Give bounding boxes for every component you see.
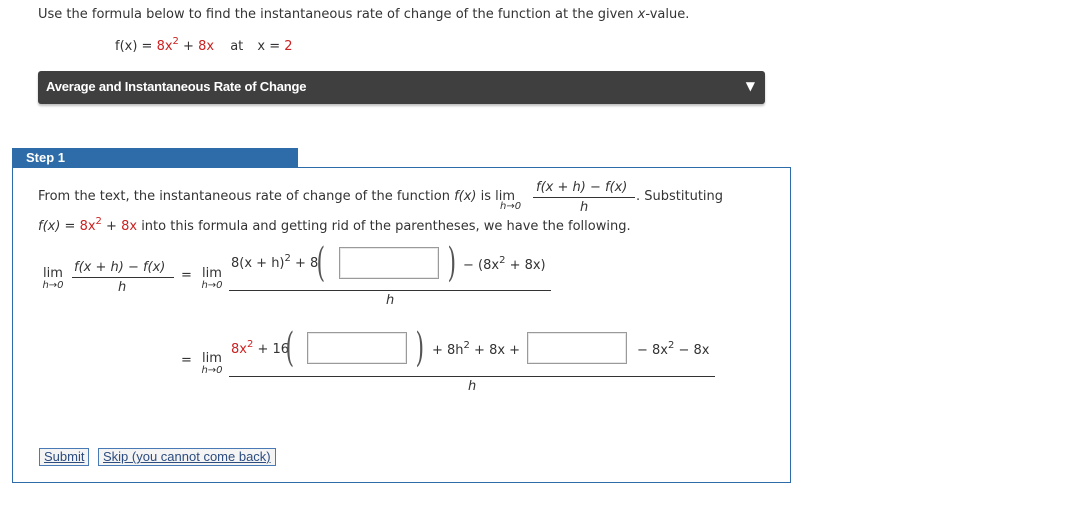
eq2-num-e: − 8x xyxy=(637,343,668,358)
eq2-denominator: h xyxy=(468,379,477,394)
eq2-numerator-a xyxy=(231,339,290,357)
eq1-rhs-h-to-0: h→0 xyxy=(201,280,223,291)
eq1-answer-box[interactable] xyxy=(339,247,439,279)
eq2-num-c-exp: 2 xyxy=(463,340,470,351)
problem-function xyxy=(115,36,293,54)
eq2-answer-box-1[interactable] xyxy=(307,332,407,364)
instructions-text-after: -value. xyxy=(645,7,690,22)
eq1-num-d: + 8x) xyxy=(505,258,546,273)
eq2-right-paren-icon: ) xyxy=(415,325,425,371)
eq2-num-a: 8x xyxy=(231,342,247,357)
eq1-num-exp: 2 xyxy=(284,253,291,264)
eq1-left-paren-icon: ( xyxy=(316,240,326,286)
step-panel xyxy=(12,167,791,483)
instructions-text: Use the formula below to find the instantaneous rate of change of the function at the given xyxy=(38,7,638,22)
eq2-num-a-exp: 2 xyxy=(246,339,254,350)
step-tab xyxy=(12,148,298,167)
eq1-rhs-lim-text: lim xyxy=(202,266,222,281)
explanation-line1 xyxy=(38,189,515,204)
problem-exp: 2 xyxy=(172,36,179,47)
eq1-rhs-lim xyxy=(197,268,227,292)
eq1-lhs-lim-text: lim xyxy=(43,266,63,281)
eq1-equals: = xyxy=(181,268,192,283)
problem-coef: 8x xyxy=(156,39,173,54)
eq2-num-d: + 8x + xyxy=(469,343,521,358)
explanation-line2-fx: f(x) = xyxy=(38,219,80,234)
eq2-equals: = xyxy=(181,353,192,368)
explanation-h-to-0: h→0 xyxy=(500,201,522,212)
accordion-header[interactable] xyxy=(38,71,765,104)
explanation-line2-exp: 2 xyxy=(95,216,102,227)
submit-button[interactable]: Submit xyxy=(39,448,89,466)
eq1-num-c-exp: 2 xyxy=(499,255,506,266)
eq1-lhs-lim xyxy=(38,268,68,292)
eq1-rhs-fraction-line xyxy=(229,290,551,291)
eq1-lhs-denominator: h xyxy=(118,280,127,295)
eq1-num-a: 8(x + h) xyxy=(231,256,285,271)
eq2-h-to-0: h→0 xyxy=(201,365,223,376)
eq2-num-e-exp: 2 xyxy=(668,340,675,351)
instructions xyxy=(38,7,689,22)
eq2-answer-box-2[interactable] xyxy=(527,332,627,364)
eq2-fraction-line xyxy=(229,376,715,377)
step-title: Step 1 xyxy=(26,150,66,165)
explanation-numerator: f(x + h) − f(x) xyxy=(536,180,628,195)
eq2-lim xyxy=(197,353,227,377)
problem-at: at xyxy=(230,39,244,54)
eq2-numerator-c xyxy=(432,340,521,358)
eq2-lim-text: lim xyxy=(202,351,222,366)
explanation-line2-plus: + xyxy=(101,219,122,234)
explanation-fx: f(x) xyxy=(454,189,477,204)
eq1-numerator-a xyxy=(231,253,319,271)
eq1-lhs-fraction-line xyxy=(72,277,174,278)
explanation-fraction-line xyxy=(533,197,635,198)
eq2-numerator-e xyxy=(637,340,710,358)
skip-button[interactable]: Skip (you cannot come back) xyxy=(98,448,276,466)
eq1-right-paren-icon: ) xyxy=(447,240,457,286)
eq2-left-paren-icon: ( xyxy=(285,325,295,371)
explanation-line2-text: into this formula and getting rid of the parentheses, we have the following. xyxy=(137,219,631,234)
eq2-num-f: − 8x xyxy=(674,343,710,358)
accordion-title: Average and Instantaneous Rate of Change xyxy=(46,79,307,94)
problem-plus: + xyxy=(178,39,199,54)
eq2-num-c: + 8h xyxy=(432,343,464,358)
explanation-text: From the text, the instantaneous rate of change of the function xyxy=(38,189,455,204)
eq1-lhs-h-to-0: h→0 xyxy=(42,280,64,291)
eq2-num-b: + 16 xyxy=(253,342,290,357)
problem-xeq: x = xyxy=(257,39,285,54)
explanation-line2 xyxy=(38,216,631,234)
chevron-down-icon[interactable]: ▼ xyxy=(745,79,755,93)
instructions-var: x xyxy=(637,7,646,22)
explanation-denominator: h xyxy=(580,200,589,215)
eq1-num-b: + 8 xyxy=(290,256,319,271)
problem-term2: 8x xyxy=(198,39,215,54)
eq1-lhs-numerator: f(x + h) − f(x) xyxy=(74,260,166,275)
eq1-numerator-c xyxy=(463,255,546,273)
eq1-rhs-denominator: h xyxy=(386,293,395,308)
explanation-lim: is lim xyxy=(476,189,516,204)
problem-xval: 2 xyxy=(284,39,293,54)
explanation-line2-coef: 8x xyxy=(79,219,96,234)
eq1-num-c: − (8x xyxy=(463,258,500,273)
problem-fx: f(x) = xyxy=(115,39,157,54)
explanation-substituting: . Substituting xyxy=(636,189,724,204)
explanation-line2-term: 8x xyxy=(121,219,138,234)
